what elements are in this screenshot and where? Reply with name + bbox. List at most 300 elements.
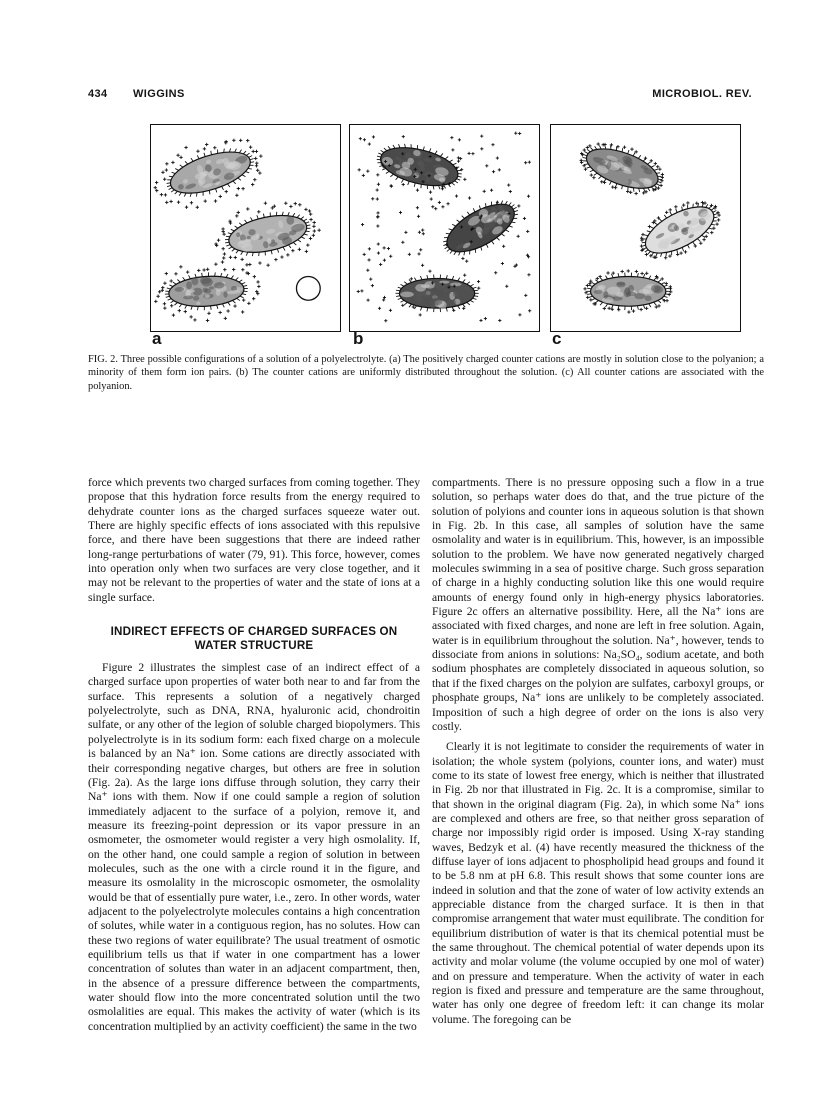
counter-cation-mark [389,309,392,312]
counter-cation-mark [366,170,369,173]
counter-cation-mark [160,193,163,196]
counter-cation-mark [600,180,603,183]
counter-cation-mark [379,263,382,266]
counter-cation-mark [186,270,189,273]
counter-cation-mark [494,271,497,274]
counter-cation-mark [363,138,366,141]
counter-cation-mark [586,284,589,287]
counter-cation-mark [273,205,276,208]
counter-cation-mark [679,251,682,254]
counter-cation-mark [429,191,432,194]
counter-cation-mark [467,152,470,155]
counter-cation-mark [280,255,283,258]
counter-cation-mark [502,245,505,248]
counter-cation-mark [156,295,159,298]
counter-cation-mark [172,313,175,316]
counter-cation-mark [614,186,617,189]
counter-cation-mark [402,135,405,138]
counter-cation-mark [527,273,530,276]
running-head-author: WIGGINS [133,88,185,100]
counter-cation-mark [387,247,390,250]
counter-cation-mark [165,201,168,204]
counter-cation-mark [419,313,422,316]
counter-cation-mark [206,268,209,271]
counter-cation-mark [214,199,217,202]
counter-cation-mark [480,135,483,138]
counter-cation-mark [363,253,366,256]
counter-cation-mark [312,234,315,237]
counter-cation-mark [483,190,486,193]
counter-cation-mark [252,150,255,153]
counter-cation-mark [592,176,595,179]
counter-cation-mark [234,256,237,259]
counter-cation-mark [256,169,259,172]
counter-cation-mark [177,200,180,203]
counter-cation-mark [498,168,501,171]
counter-cation-mark [702,238,705,241]
counter-cation-mark [193,318,196,321]
counter-cation-mark [202,268,205,271]
counter-cation-mark [376,224,379,227]
counter-cation-mark [645,307,648,310]
counter-cation-mark [207,312,210,315]
counter-cation-mark [376,197,379,200]
figure-panel-a [150,124,341,332]
counter-cation-mark [271,206,274,209]
counter-cation-mark [241,187,244,190]
counter-cation-mark [204,199,207,202]
counter-cation-mark [383,246,386,249]
counter-cation-mark [657,186,660,189]
counter-cation-mark [389,184,392,187]
counter-cation-mark [228,220,231,223]
counter-cation-mark [635,270,638,273]
counter-cation-mark [366,299,369,302]
counter-cation-mark [527,195,530,198]
counter-cation-mark [496,156,499,159]
counter-cation-mark [369,278,372,281]
counter-cation-mark [627,269,630,272]
counter-cation-mark [401,304,404,307]
counter-cation-mark [358,168,361,171]
counter-cation-mark [317,229,320,232]
counter-cation-mark [206,319,209,322]
panel-label-a: a [152,329,162,348]
counter-cation-mark [705,235,708,238]
counter-cation-mark [629,191,632,194]
counter-cation-mark [458,138,461,141]
counter-cation-mark [377,183,380,186]
running-head [88,88,752,104]
counter-cation-mark [361,223,364,226]
counter-cation-mark [163,282,166,285]
counter-cation-mark [226,309,229,312]
counter-cation-mark [154,186,157,189]
figure-2 [150,124,764,348]
counter-cation-mark [169,279,172,282]
counter-cation-mark [203,147,206,150]
counter-cation-mark [694,244,697,247]
counter-cation-mark [641,233,644,236]
counter-cation-mark [217,238,220,241]
counter-cation-mark [471,152,474,155]
counter-cation-mark [239,139,242,142]
counter-cation-mark [306,243,309,246]
counter-cation-mark [257,210,260,213]
counter-cation-mark [421,264,424,267]
polyanion [372,136,467,197]
panel-a-illustration [151,125,340,331]
counter-cation-mark [169,200,172,203]
counter-cation-mark [179,265,182,268]
counter-cation-mark [223,252,226,255]
counter-cation-mark [717,218,720,221]
counter-cation-mark [190,201,193,204]
left-column [88,476,420,1034]
counter-cation-mark [404,231,407,234]
counter-cation-mark [518,132,521,135]
counter-cation-mark [376,211,379,214]
counter-cation-mark [164,193,167,196]
counter-cation-mark [590,173,593,176]
polyanion [161,139,260,207]
counter-cation-mark [165,162,168,165]
counter-cation-mark [286,253,289,256]
paragraph: Figure 2 illustrates the simplest case of an indirect effect of a charged surface upon properties of water both near to and far from the surface. This represents a solution of a negatively charged polyelectrolyte, such as DNA, RNA, hyaluronic acid, chondroitin sulfate, or any other of the legion of soluble charged biopolymers. This polyelectrolyte is in its sodium form: each fixed charge on a molecule is balanced by an Na⁺ ion. Some cations are directly associated with their corresponding negative charges, but others are free in solution (Fig. 2a). As the large ions diffuse through solution, they carry their Na⁺ ions with them. Now if one could sample a region of solution immediately adjacent to the surface of a polyion, remove it, and measure its freezing-point depression or its vapor pressure in an osmometer, the osmometer would register a very high osmolality. If, on the other hand, one could sample a region of solution in between molecules, such as the one with a circle round it in the figure, and measure its osmolality in the microscopic osmometer, the osmolality would be that of essentially pure water, i.e., zero. In other words, water adjacent to the polyelectrolyte molecules contains a high concentration of solutes, while water in a contiguous region, has no solutes. How can these two regions of water equilibrate? The usual treatment of osmotic equilibrium tells us that if water in one compartment has a lower concentration of solutes than water in an adjacent compartment, then, in the absence of a pressure difference between the compartments, water should flow into the more concentrated solution until the two osmolalities are equal. This makes the activity of water (which is its concentration multiplied by an activity coefficient) the same in the two [88,661,420,1033]
counter-cation-mark [498,319,501,322]
counter-cation-mark [313,229,316,232]
counter-cation-mark [501,262,504,265]
counter-cation-mark [165,168,168,171]
counter-cation-mark [213,146,216,149]
counter-cation-mark [583,287,586,290]
counter-cation-mark [163,306,166,309]
counter-cation-mark [258,171,261,174]
page-number: 434 [88,88,108,100]
paragraph: Clearly it is not legitimate to consider the requirements of water in isolation; the whole system (polyions, counter ions, and water) must come to its state of lowest free energy, which is neither that illustrated in Fig. 2b nor that illustrated in Fig. 2c. It is a compromise, similar to that shown in the original diagram (Fig. 2a), in which some Na⁺ ions are complexed and others are free, so that neither gross separation of charge nor impossibly rigid order is imposed. Using X-ray standing waves, Bedzyk et al. (4) have recently measured the thickness of the diffuse layer of ions adjacent to phospholipid head groups and found it to be 5.8 nm at pH 6.8. This result shows that some counter ions are indeed in solution and that the zone of water of low activity extends an appreciable distance from the charged surface. It is then in that compromise arrangement that water must equilibrate. The condition for equilibrium distribution of water is that its chemical potential must be the same throughout. The chemical potential of water depends upon its activity and molar volume (the volume occupied by one mol of water) and on pressure and temperature. When the activity of water in each region is fixed and pressure and temperature are the same throughout, water has only one degree of freedom left: it can change its molar volume. The foregoing can be [432,740,764,1026]
running-head-journal: MICROBIOL. REV. [652,88,752,100]
counter-cation-mark [669,287,672,290]
counter-cation-mark [371,284,374,287]
counter-cation-mark [518,313,521,316]
counter-cation-mark [441,205,444,208]
counter-cation-mark [408,253,411,256]
counter-cation-mark [274,258,277,261]
counter-cation-mark [308,209,311,212]
counter-cation-mark [252,297,255,300]
counter-cation-mark [659,184,662,187]
counter-cation-mark [450,136,453,139]
counter-cation-mark [284,202,287,205]
counter-cation-mark [242,298,245,301]
counter-cation-mark [438,201,441,204]
counter-cation-mark [480,147,483,150]
counter-cation-mark [418,231,421,234]
counter-cation-mark [253,275,256,278]
counter-cation-mark [421,228,424,231]
counter-cation-mark [223,268,226,271]
counter-cation-mark [634,192,637,195]
counter-cation-mark [161,286,164,289]
counter-cation-mark [686,201,689,204]
figure-panel-c [550,124,741,332]
counter-cation-mark [526,230,529,233]
counter-cation-mark [305,250,308,253]
counter-cation-mark [451,148,454,151]
counter-cation-mark [367,258,370,261]
counter-cation-mark [214,263,217,266]
counter-cation-mark [419,248,422,251]
counter-cation-mark [583,148,586,151]
counter-cation-mark [676,253,679,256]
counter-cation-mark [224,317,227,320]
counter-cation-mark [417,215,420,218]
counter-cation-mark [617,308,620,311]
counter-cation-mark [484,317,487,320]
counter-cation-mark [640,244,643,247]
counter-cation-mark [402,183,405,186]
figure-caption: FIG. 2. Three possible configurations of a solution of a polyelectrolyte. (a) The positively charged counter cations are mostly in solution close to the polyanion; a minority of them form ion pairs. (b) The counter cations are uniformly distributed throughout the solution. (c) All counter cations are associated with the polyanion. [88,354,764,392]
counter-cation-mark [312,225,315,228]
counter-cation-mark [237,187,240,190]
counter-cation-mark [197,269,200,272]
counter-cation-mark [154,300,157,303]
counter-cation-mark [259,154,262,157]
counter-cation-mark [630,147,633,150]
counter-cation-mark [218,311,221,314]
counter-cation-mark [665,282,668,285]
counter-cation-mark [235,214,238,217]
counter-cation-mark [258,261,261,264]
counter-cation-mark [505,285,508,288]
counter-cation-mark [232,139,235,142]
counter-cation-mark [161,171,164,174]
counter-cation-mark [289,205,292,208]
counter-cation-mark [196,206,199,209]
counter-cation-mark [620,270,623,273]
counter-cation-mark [362,174,365,177]
counter-cation-mark [371,197,374,200]
counter-cation-mark [241,310,244,313]
counter-cation-mark [179,156,182,159]
counter-cation-mark [309,218,312,221]
counter-cation-mark [170,304,173,307]
counter-cation-mark [626,190,629,193]
counter-cation-mark [232,268,235,271]
counter-cation-mark [611,308,614,311]
panel-label-b: b [353,329,364,348]
counter-cation-mark [468,196,471,199]
counter-cation-mark [477,287,480,290]
counter-cation-mark [256,280,259,283]
counter-cation-mark [644,156,647,159]
counter-cation-mark [434,207,437,210]
counter-cation-mark [401,241,404,244]
counter-cation-mark [699,242,702,245]
counter-cation-mark [377,242,380,245]
counter-cation-mark [656,165,659,168]
counter-cation-mark [313,221,316,224]
counter-cation-mark [586,296,589,299]
sample-region-circle [296,276,320,300]
counter-cation-mark [264,202,267,205]
counter-cation-mark [359,137,362,140]
counter-cation-mark [463,274,466,277]
counter-cation-mark [222,256,225,259]
counter-cation-mark [528,161,531,164]
counter-cation-mark [623,146,626,149]
counter-cation-mark [176,154,179,157]
counter-cation-mark [253,178,256,181]
counter-cation-mark [298,248,301,251]
counter-cation-mark [155,189,158,192]
counter-cation-mark [597,142,600,145]
counter-cation-mark [477,280,480,283]
counter-cation-mark [399,211,402,214]
counter-cation-mark [246,207,249,210]
counter-cation-mark [603,143,606,146]
counter-cation-mark [584,168,587,171]
panel-b-illustration [350,125,539,331]
counter-cation-mark [389,255,392,258]
counter-cation-mark [645,272,648,275]
counter-cation-mark [266,264,269,267]
counter-cation-mark [248,263,251,266]
counter-cation-mark [249,145,252,148]
counter-cation-mark [221,227,224,230]
counter-cation-mark [189,315,192,318]
counter-cation-mark [428,270,431,273]
polyanion [396,275,479,312]
counter-cation-mark [366,269,369,272]
counter-cation-mark [416,189,419,192]
counter-cation-mark [163,302,166,305]
counter-cation-mark [309,237,312,240]
counter-cation-mark [627,310,630,313]
counter-cation-mark [383,259,386,262]
counter-cation-mark [196,150,199,153]
counter-cation-mark [606,271,609,274]
counter-cation-mark [492,170,495,173]
counter-cation-mark [360,289,363,292]
counter-cation-mark [376,188,379,191]
counter-cation-mark [298,203,301,206]
counter-cation-mark [291,249,294,252]
counter-cation-mark [225,190,228,193]
counter-cation-mark [580,159,583,162]
counter-cation-mark [452,309,455,312]
counter-cation-mark [603,307,606,310]
counter-cation-mark [229,256,232,259]
counter-cation-mark [368,247,371,250]
counter-cation-mark [517,204,520,207]
counter-cation-mark [255,150,258,153]
counter-cation-mark [245,263,248,266]
counter-cation-mark [640,272,643,275]
counter-cation-mark [240,258,243,261]
counter-cation-mark [461,257,464,260]
counter-cation-mark [465,260,468,263]
counter-cation-mark [524,294,527,297]
counter-cation-mark [524,161,527,164]
polyanion [633,192,726,268]
counter-cation-mark [378,307,381,310]
counter-cation-mark [233,304,236,307]
polyanion [221,205,315,264]
counter-cation-mark [491,143,494,146]
counter-cation-mark [665,211,668,214]
counter-cation-mark [596,277,599,280]
counter-cation-mark [377,251,380,254]
paragraph: force which prevents two charged surfaces from coming together. They propose that this hydration force results from the energy required to dehydrate counter ions as the charged surfaces squeeze water out. There are highly specific effects of ions associated with this repulsive force, and there have been suggestions that there are indeed rather long-range perturbations of water (79, 91). This force, however, comes into operation only when two surfaces are very close together, and it may not be relevant to the properties of water and the state of ions at a single surface. [88,476,420,604]
counter-cation-mark [257,285,260,288]
counter-cation-mark [171,161,174,164]
counter-cation-mark [674,205,677,208]
counter-cation-mark [251,183,254,186]
counter-cation-mark [185,205,188,208]
counter-cation-mark [463,178,466,181]
counter-cation-mark [514,132,517,135]
counter-cation-mark [417,252,420,255]
section-heading: INDIRECT EFFECTS OF CHARGED SURFACES ON WATER STRUCTURE [110,625,398,653]
counter-cation-mark [715,222,718,225]
counter-cation-mark [205,143,208,146]
counter-cation-mark [598,275,601,278]
counter-cation-mark [431,205,434,208]
counter-cation-mark [410,277,413,280]
right-column [432,476,764,1027]
counter-cation-mark [517,235,520,238]
counter-cation-mark [246,139,249,142]
counter-cation-mark [304,208,307,211]
counter-cation-mark [523,217,526,220]
counter-cation-mark [255,164,258,167]
counter-cation-mark [247,302,250,305]
counter-cation-mark [219,195,222,198]
counter-cation-mark [507,183,510,186]
counter-cation-mark [241,268,244,271]
counter-cation-mark [178,309,181,312]
counter-cation-mark [661,173,664,176]
counter-cation-mark [490,189,493,192]
counter-cation-mark [648,225,651,228]
counter-cation-mark [237,211,240,214]
counter-cation-mark [372,135,375,138]
counter-cation-mark [668,254,671,257]
counter-cation-mark [664,256,667,259]
counter-cation-mark [235,194,238,197]
counter-cation-mark [611,185,614,188]
counter-cation-mark [654,162,657,165]
counter-cation-mark [684,250,687,253]
counter-cation-mark [446,202,449,205]
counter-cation-mark [376,173,379,176]
counter-cation-mark [589,298,592,301]
counter-cation-mark [422,232,425,235]
counter-cation-mark [357,290,360,293]
counter-cation-mark [368,142,371,145]
counter-cation-mark [509,190,512,193]
figure-panel-b [349,124,540,332]
counter-cation-mark [221,260,224,263]
counter-cation-mark [294,202,297,205]
counter-cation-mark [184,146,187,149]
counter-cation-mark [712,227,715,230]
counter-cation-mark [416,206,419,209]
counter-cation-mark [682,203,685,206]
counter-cation-mark [639,308,642,311]
counter-cation-mark [376,215,379,218]
